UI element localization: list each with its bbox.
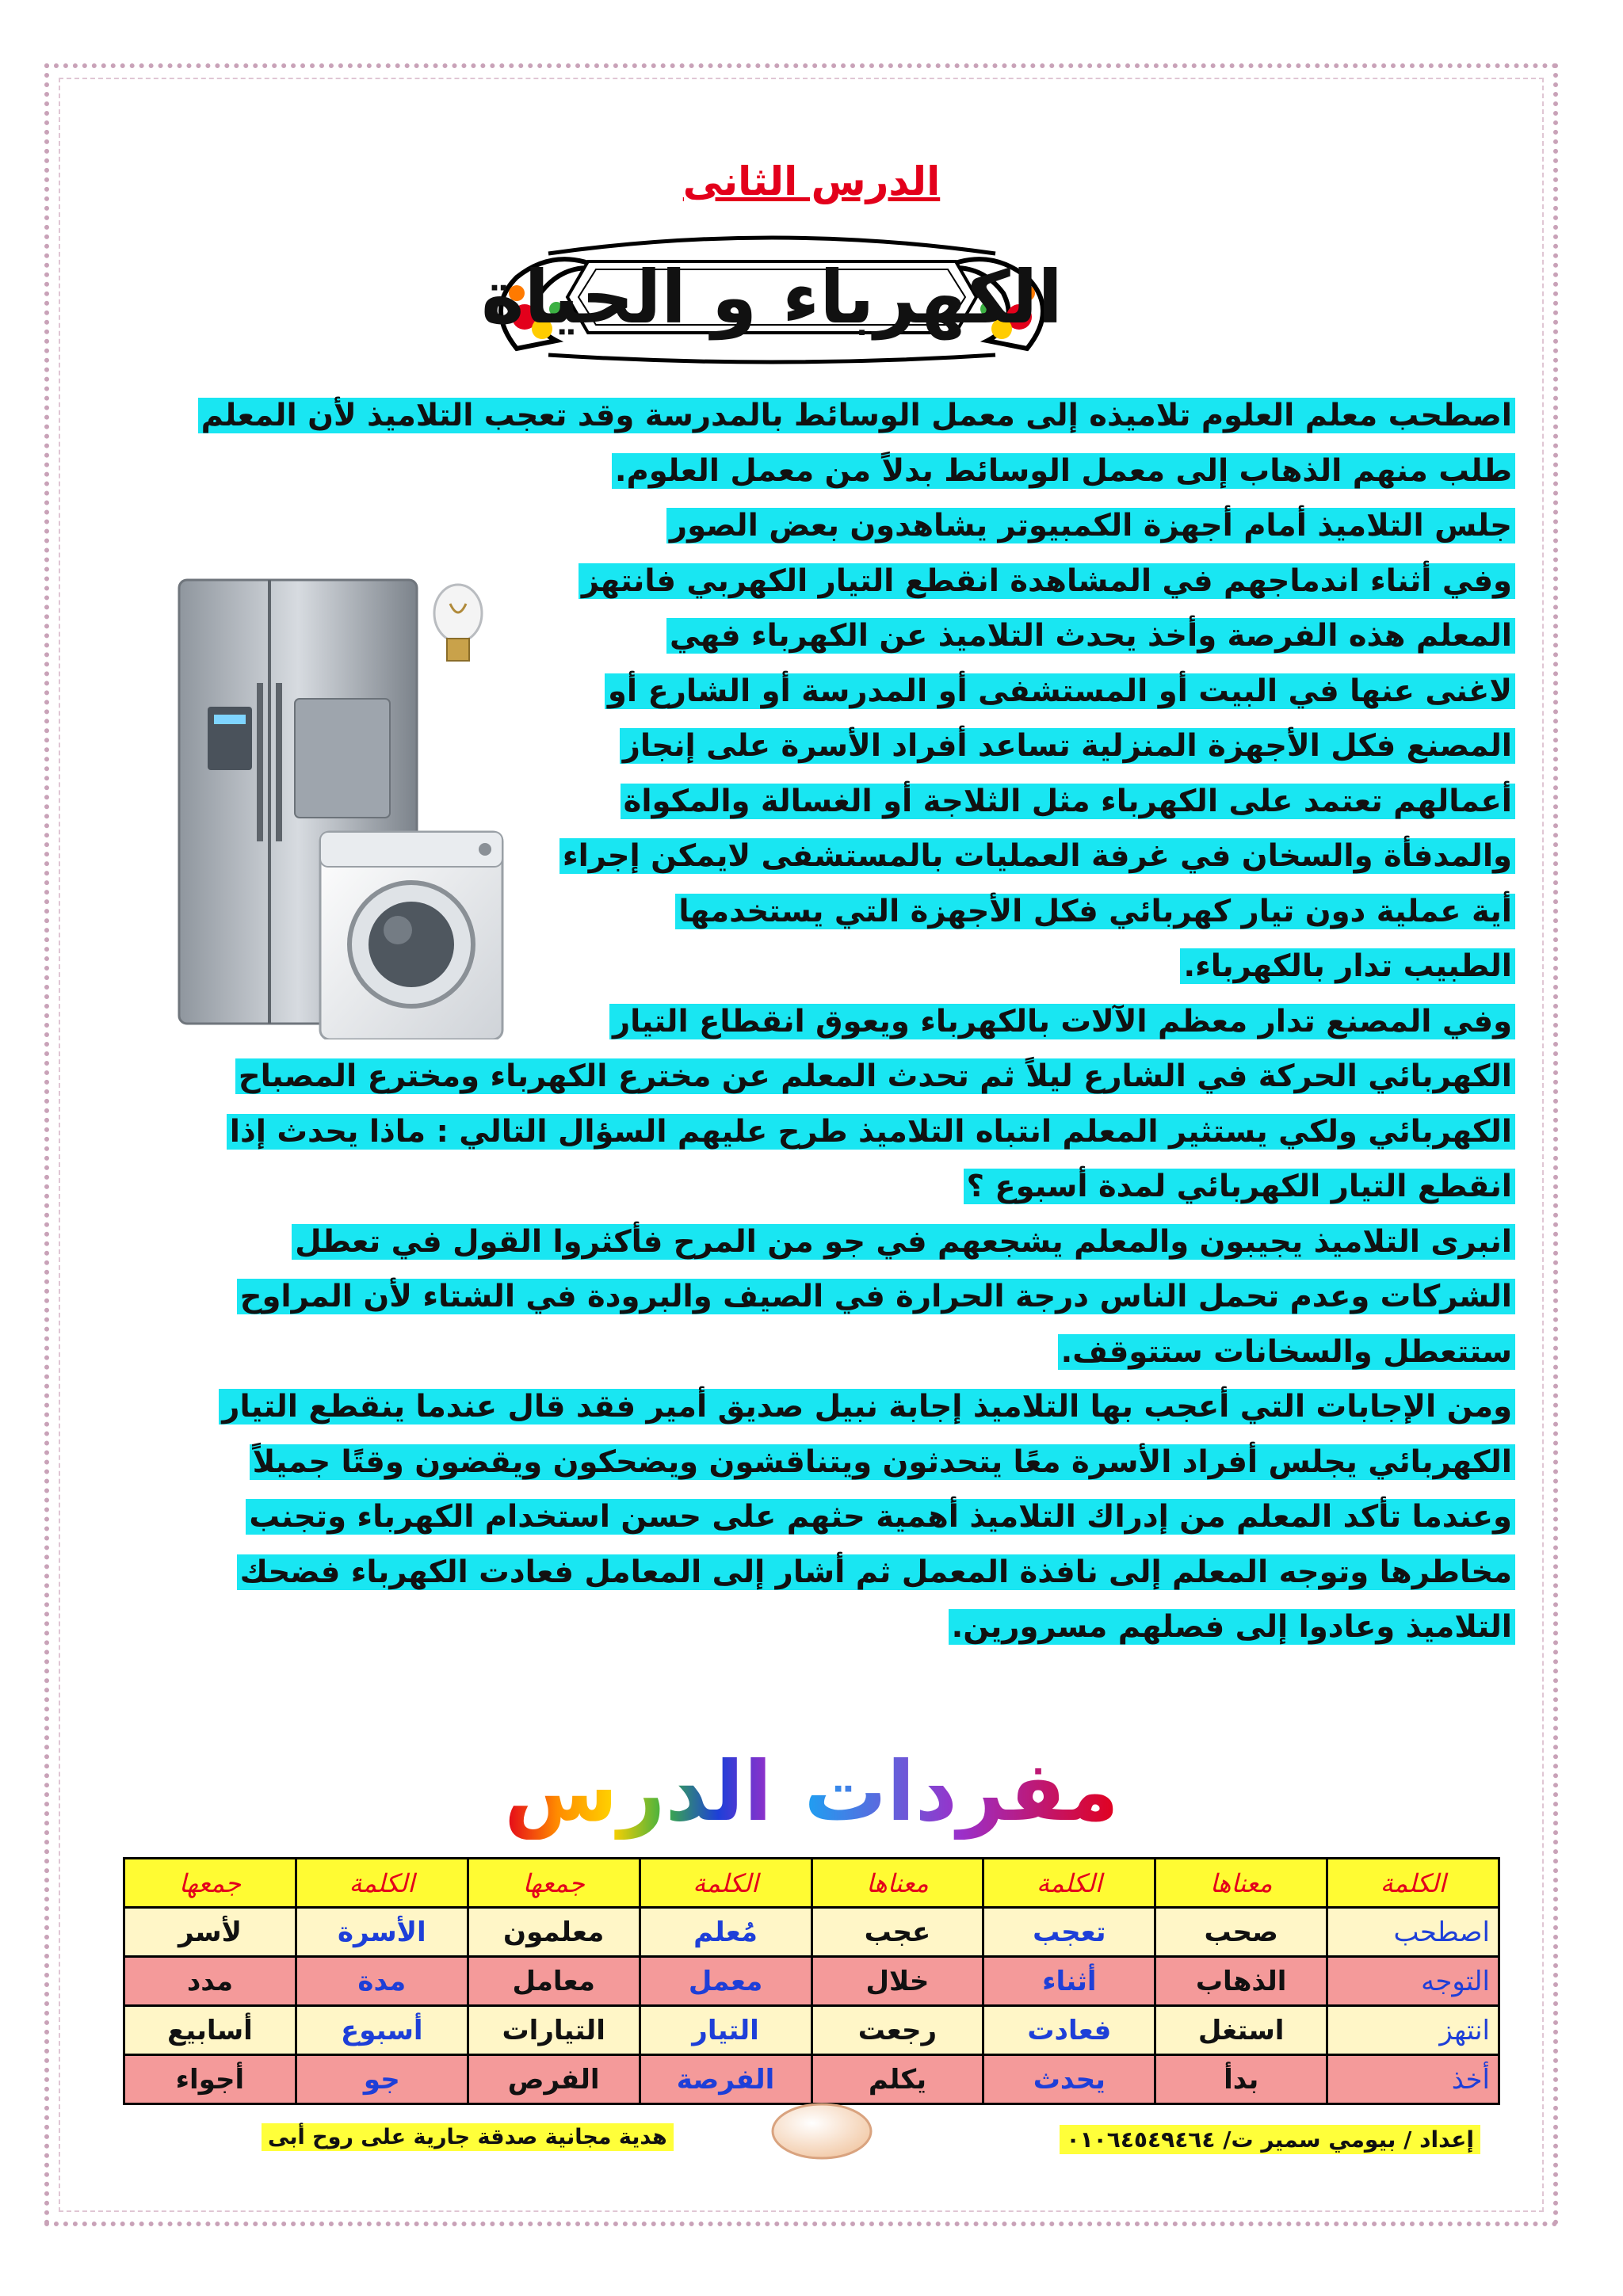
table-row: [124, 2055, 1499, 2104]
word-cell: فعادت: [983, 2006, 1155, 2055]
meaning-cell: رجعت: [812, 2006, 983, 2055]
oval-icon: [769, 2100, 875, 2163]
story-line-text: ومن الإجابات التي أعجب بها التلاميذ إجابة نبيل صديق أمير فقد قال عندما ينقطع التيار: [219, 1389, 1515, 1425]
word-cell: مدة: [296, 1957, 468, 2006]
vocabulary-title-word-2: الدرس: [504, 1743, 773, 1840]
plural-cell: مدد: [124, 1957, 296, 2006]
table-header-row: [124, 1859, 1499, 1908]
story-line: [158, 884, 1515, 940]
vocabulary-title-word-1: مفردات: [804, 1743, 1119, 1840]
lesson-number: الدرس الثانى: [682, 158, 941, 204]
story-line: [158, 1104, 1515, 1160]
story-line: [158, 1600, 1515, 1655]
header-cell: جمعها: [468, 1859, 640, 1908]
word-cell: أخذ: [1327, 2055, 1499, 2104]
vocabulary-table: [123, 1857, 1500, 2105]
plural-cell: أسابيع: [124, 2006, 296, 2055]
word-cell: الأسرة: [296, 1908, 468, 1957]
plural-cell: الفرص: [468, 2055, 640, 2104]
story-text: [158, 388, 1515, 1655]
story-line-text: المعلم هذه الفرصة وأخذ يحدث التلاميذ عن الكهرباء فهي: [666, 618, 1515, 654]
story-line-text: وفي المصنع تدار معظم الآلات بالكهرباء ويعوق انقطاع التيار: [609, 1004, 1515, 1039]
word-cell: انتهز: [1327, 2006, 1499, 2055]
story-line: [158, 1269, 1515, 1325]
word-cell: الفرصة: [640, 2055, 812, 2104]
story-line: [158, 664, 1515, 719]
story-line: [158, 1379, 1515, 1435]
meaning-cell: استغل: [1155, 2006, 1327, 2055]
header-cell: معناها: [812, 1859, 983, 1908]
vocabulary-title: [0, 1743, 1623, 1840]
story-line: [158, 388, 1515, 444]
story-line: [158, 1049, 1515, 1104]
word-cell: معمل: [640, 1957, 812, 2006]
meaning-cell: يكلم: [812, 2055, 983, 2104]
story-line-text: اصطحب معلم العلوم تلاميذه إلى معمل الوسائط بالمدرسة وقد تعجب التلاميذ لأن المعلم: [198, 398, 1515, 433]
word-cell: جو: [296, 2055, 468, 2104]
story-line: [158, 1435, 1515, 1490]
story-line-text: انقطع التيار الكهربائي لمدة أسبوع ؟: [964, 1169, 1515, 1204]
story-line: [158, 774, 1515, 830]
story-line-text: وعندما تأكد المعلم من إدراك التلاميذ أهمية حثهم على حسن استخدام الكهرباء وتجنب: [246, 1499, 1515, 1535]
plural-cell: لأسر: [124, 1908, 296, 1957]
header-cell: الكلمة: [983, 1859, 1155, 1908]
word-cell: التيار: [640, 2006, 812, 2055]
story-line-text: طلب منهم الذهاب إلى معمل الوسائط بدلاً من معمل العلوم.: [612, 453, 1515, 489]
decorative-oval: [769, 2100, 875, 2163]
plural-cell: أجواء: [124, 2055, 296, 2104]
meaning-cell: عجب: [812, 1908, 983, 1957]
story-line-text: الكهربائي ولكي يستثير المعلم انتباه التلاميذ طرح عليهم السؤال التالي : ماذا يحدث إذا: [227, 1114, 1515, 1150]
plural-cell: معلمون: [468, 1908, 640, 1957]
story-line-text: الشركات وعدم تحمل الناس درجة الحرارة في الصيف والبرودة في الشتاء لأن المراوح: [237, 1279, 1515, 1314]
word-cell: تعجب: [983, 1908, 1155, 1957]
story-line-text: التلاميذ وعادوا إلى فصلهم مسرورين.: [949, 1609, 1515, 1645]
story-line: [158, 994, 1515, 1050]
table-row: [124, 2006, 1499, 2055]
word-cell: أسبوع: [296, 2006, 468, 2055]
plural-cell: معامل: [468, 1957, 640, 2006]
word-cell: أثناء: [983, 1957, 1155, 2006]
story-line: [158, 1489, 1515, 1545]
meaning-cell: خلال: [812, 1957, 983, 2006]
story-line: [158, 498, 1515, 554]
story-line-text: الكهربائي الحركة في الشارع ليلاً ثم تحدث المعلم عن مخترع الكهرباء ومخترع المصباح: [235, 1058, 1515, 1094]
header-cell: معناها: [1155, 1859, 1327, 1908]
story-line-text: المصنع فكل الأجهزة المنزلية تساعد أفراد الأسرة على إنجاز: [620, 728, 1515, 764]
header-cell: الكلمة: [640, 1859, 812, 1908]
word-cell: التوجه: [1327, 1957, 1499, 2006]
story-line-text: الطبيب تدار بالكهرباء.: [1180, 948, 1515, 984]
story-line: [158, 1325, 1515, 1380]
story-line-text: أعمالهم تعتمد على الكهرباء مثل الثلاجة أو الغسالة والمكواة: [621, 784, 1515, 819]
story-line-text: الكهربائي يجلس أفراد الأسرة معًا يتحدثون ويتناقشون ويضحكون ويقضون وقتًا جميلاً: [250, 1444, 1515, 1480]
word-cell: اصطحب: [1327, 1908, 1499, 1957]
table-row: [124, 1957, 1499, 2006]
story-line-text: أية عملية دون تيار كهربائي فكل الأجهزة التي يستخدمها: [675, 894, 1515, 929]
prepared-by-label: إعداد / بيومي سمير ت/ ٠١٠٦٤٥٤٩٤٦٤: [1060, 2125, 1480, 2154]
story-line-text: ستتعطل والسخانات ستتوقف.: [1058, 1334, 1515, 1370]
story-line-text: انبرى التلاميذ يجيبون والمعلم يشجعهم في جو من المرح فأكثروا القول في تعطل: [292, 1224, 1515, 1260]
meaning-cell: بدأ: [1155, 2055, 1327, 2104]
meaning-cell: الذهاب: [1155, 1957, 1327, 2006]
story-line: [158, 719, 1515, 774]
story-line: [158, 444, 1515, 499]
story-line: [158, 1545, 1515, 1600]
lesson-title: الكهرباء و الحياة: [481, 254, 1063, 340]
word-cell: مُعلم: [640, 1908, 812, 1957]
story-line: [158, 1215, 1515, 1270]
meaning-cell: صحب: [1155, 1908, 1327, 1957]
lesson-title-banner: [469, 230, 1075, 364]
story-line-text: جلس التلاميذ أمام أجهزة الكمبيوتر يشاهدون بعض الصور: [666, 508, 1515, 543]
header-cell: الكلمة: [1327, 1859, 1499, 1908]
plural-cell: التيارات: [468, 2006, 640, 2055]
story-line-text: لاغنى عنها في البيت أو المستشفى أو المدرسة أو الشارع أو: [605, 673, 1515, 709]
header-cell: جمعها: [124, 1859, 296, 1908]
story-line-text: وفي أثناء اندماجهم في المشاهدة انقطع التيار الكهربي فانتهز: [579, 563, 1515, 599]
word-cell: يحدث: [983, 2055, 1155, 2104]
gift-dedication-label: هدية مجانية صدقة جارية على روح أبى: [262, 2123, 674, 2151]
story-line-text: مخاطرها وتوجه المعلم إلى نافذة المعمل ثم أشار إلى المعامل فعادت الكهرباء فضحك: [237, 1554, 1515, 1590]
story-line-text: والمدفأة والسخان في غرفة العمليات بالمستشفى لايمكن إجراء: [559, 838, 1515, 874]
table-row: [124, 1908, 1499, 1957]
story-line: [158, 608, 1515, 664]
story-line: [158, 939, 1515, 994]
story-line: [158, 829, 1515, 884]
header-cell: الكلمة: [296, 1859, 468, 1908]
story-line: [158, 1159, 1515, 1215]
story-line: [158, 554, 1515, 609]
